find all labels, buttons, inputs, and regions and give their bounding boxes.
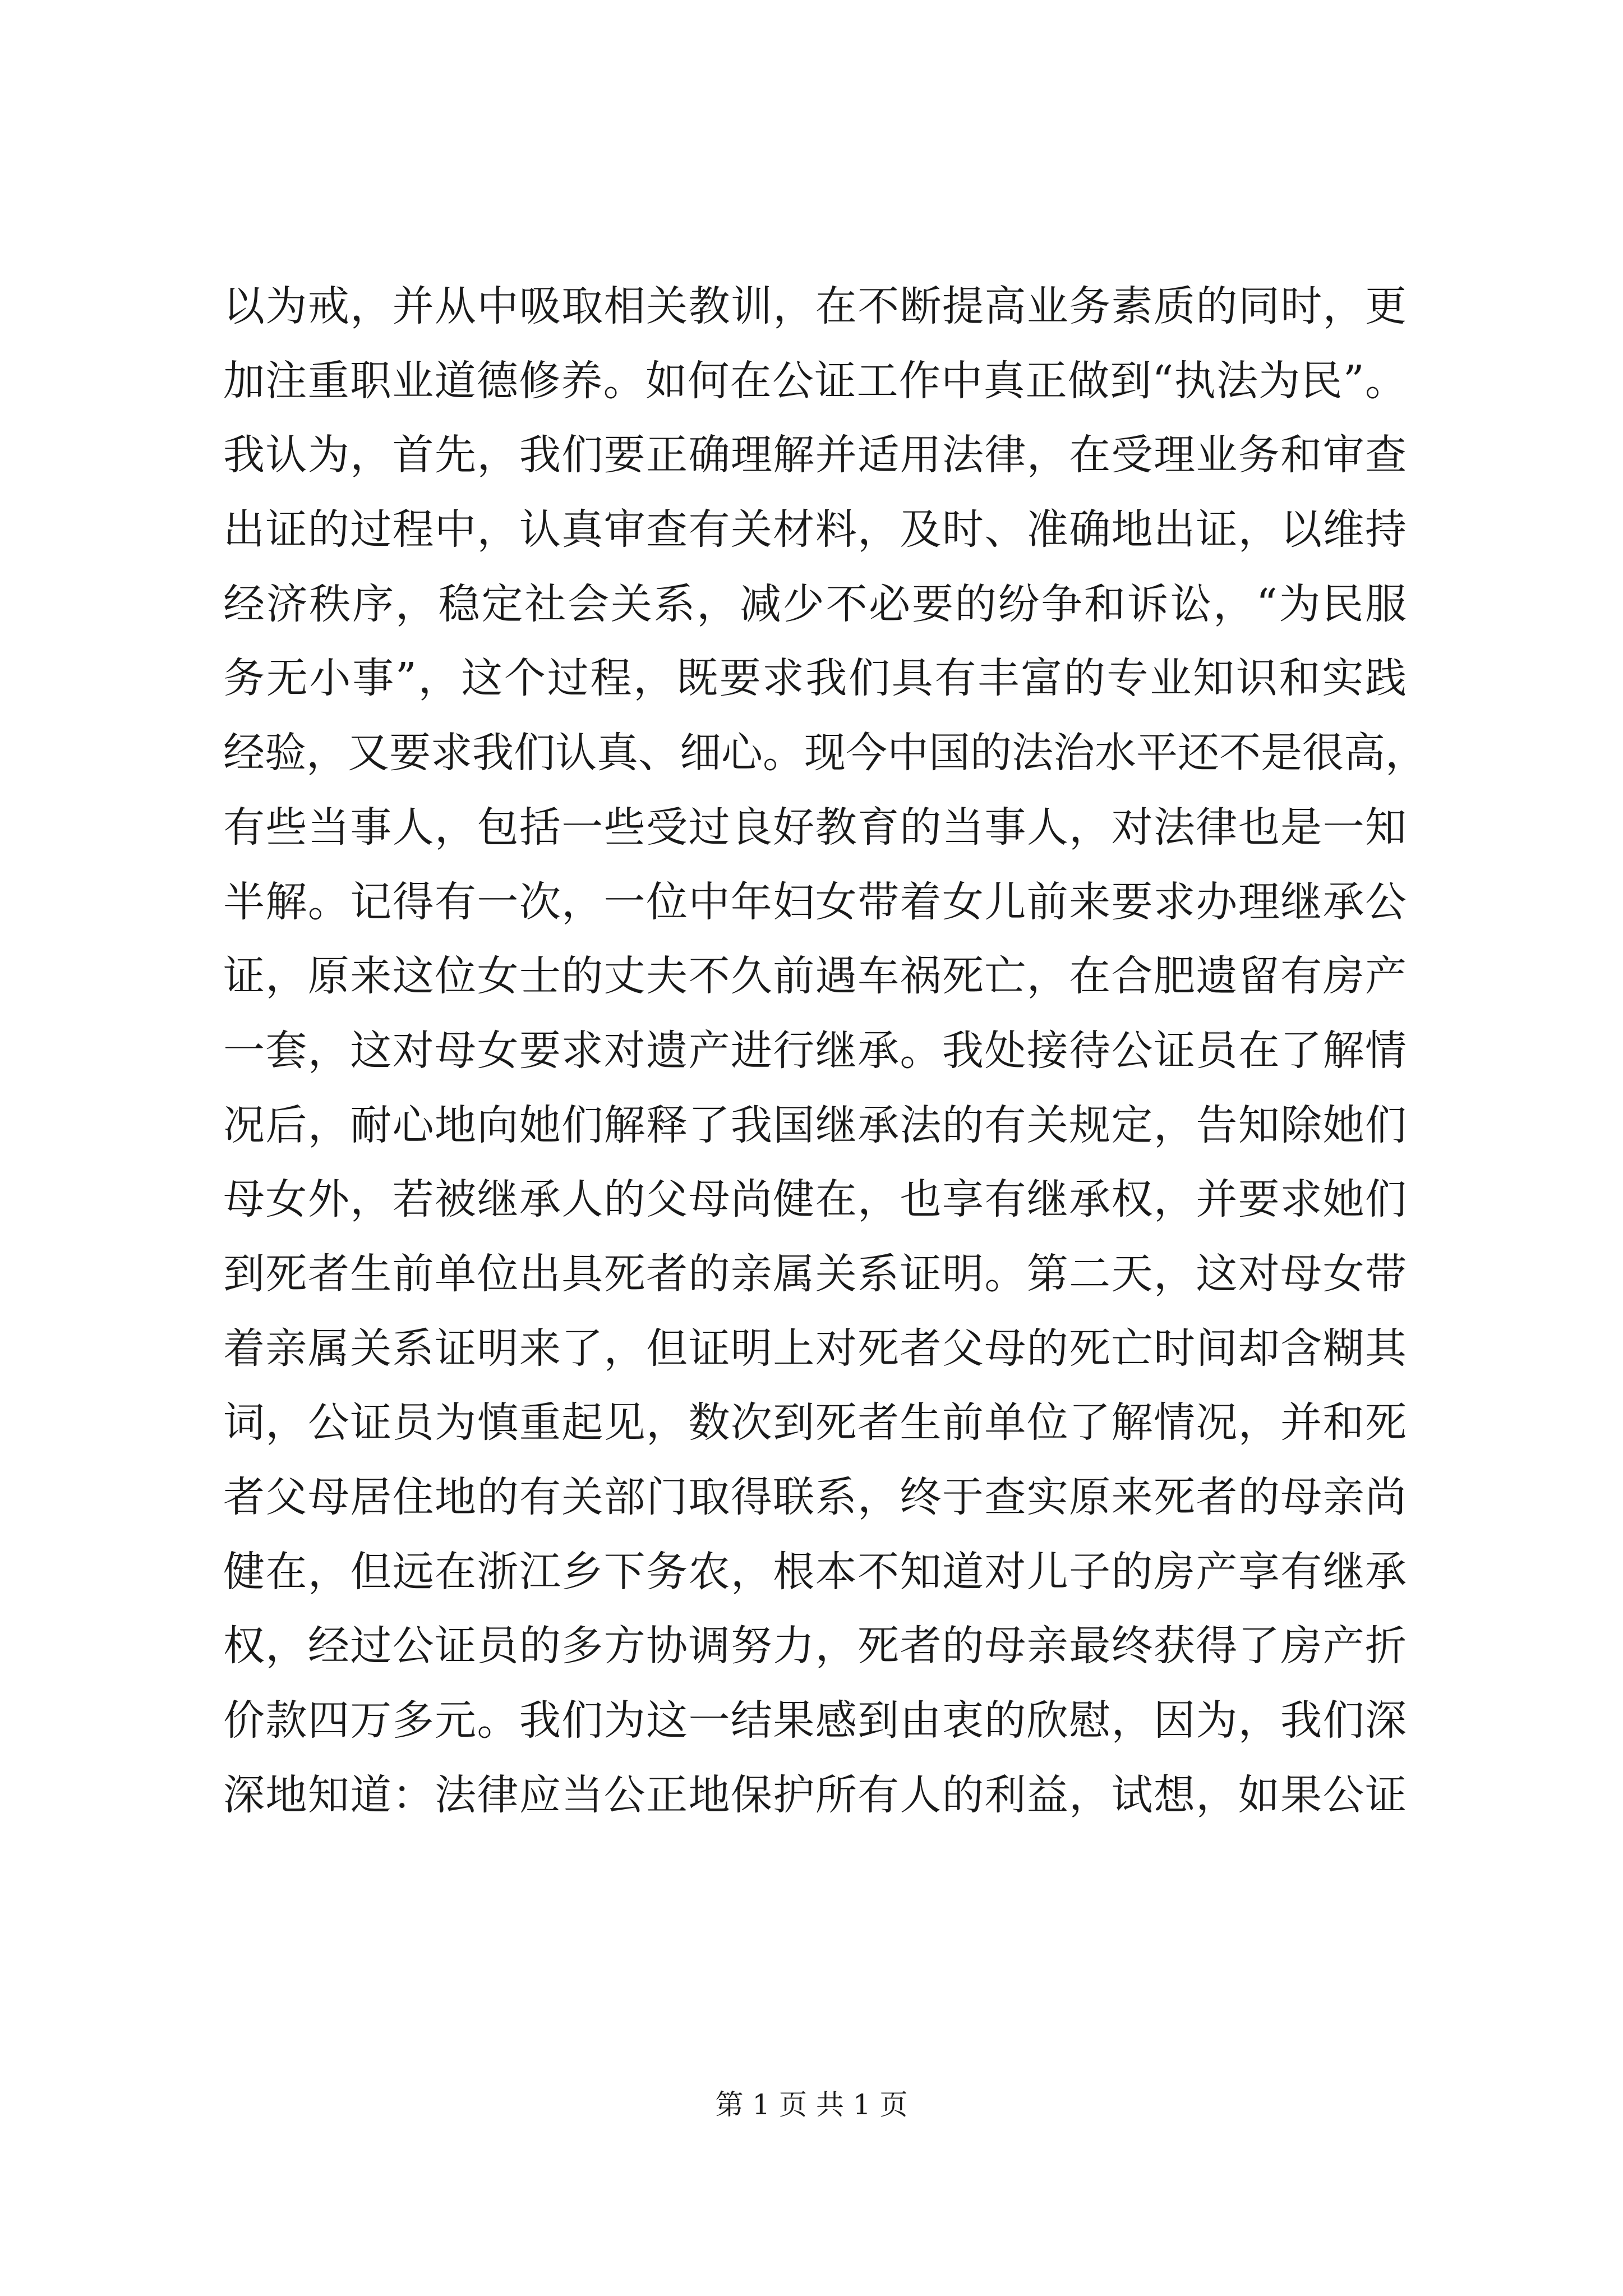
text-line: 经济秩序，稳定社会关系，减少不必要的纷争和诉讼，“为民服 (223, 579, 1407, 628)
text-line: 加注重职业道德修养。如何在公证工作中真正做到“执法为民”。 (223, 356, 1407, 405)
body-text (223, 269, 1427, 1832)
text-line: 深地知道：法律应当公正地保护所有人的利益，试想，如果公证 (223, 1770, 1407, 1819)
page-footer (0, 2088, 1623, 2122)
text-line: 一套，这对母女要求对遗产进行继承。我处接待公证员在了解情 (223, 1026, 1407, 1075)
text-line: 有些当事人，包括一些受过良好教育的当事人，对法律也是一知 (223, 803, 1407, 852)
text-line: 务无小事”，这个过程，既要求我们具有丰富的专业知识和实践 (223, 654, 1407, 703)
text-line: 者父母居住地的有关部门取得联系，终于查实原来死者的母亲尚 (223, 1473, 1407, 1521)
text-line: 着亲属关系证明来了，但证明上对死者父母的死亡时间却含糊其 (223, 1324, 1407, 1373)
text-line: 权，经过公证员的多方协调努力，死者的母亲最终获得了房产折 (223, 1622, 1407, 1671)
text-line: 词，公证员为慎重起见，数次到死者生前单位了解情况，并和死 (223, 1398, 1407, 1447)
text-line: 到死者生前单位出具死者的亲属关系证明。第二天，这对母女带 (223, 1249, 1407, 1298)
page-number: 第 1 页 共 1 页 (715, 2088, 908, 2121)
text-line: 况后，耐心地向她们解释了我国继承法的有关规定，告知除她们 (223, 1101, 1407, 1149)
text-line: 我认为，首先，我们要正确理解并适用法律，在受理业务和审查 (223, 431, 1407, 480)
text-line: 出证的过程中，认真审查有关材料，及时、准确地出证，以维持 (223, 505, 1407, 554)
text-line: 经验，又要求我们认真、细心。现今中国的法治水平还不是很高， (223, 729, 1427, 777)
text-line: 价款四万多元。我们为这一结果感到由衷的欣慰，因为，我们深 (223, 1696, 1407, 1745)
text-line: 以为戒，并从中吸取相关教训，在不断提高业务素质的同时，更 (223, 282, 1407, 330)
text-line: 证，原来这位女士的丈夫不久前遇车祸死亡，在合肥遗留有房产 (223, 952, 1407, 1001)
text-line: 健在，但远在浙江乡下务农，根本不知道对儿子的房产享有继承 (223, 1547, 1407, 1596)
text-line: 母女外，若被继承人的父母尚健在，也享有继承权，并要求她们 (223, 1175, 1407, 1224)
text-line: 半解。记得有一次，一位中年妇女带着女儿前来要求办理继承公 (223, 877, 1407, 926)
